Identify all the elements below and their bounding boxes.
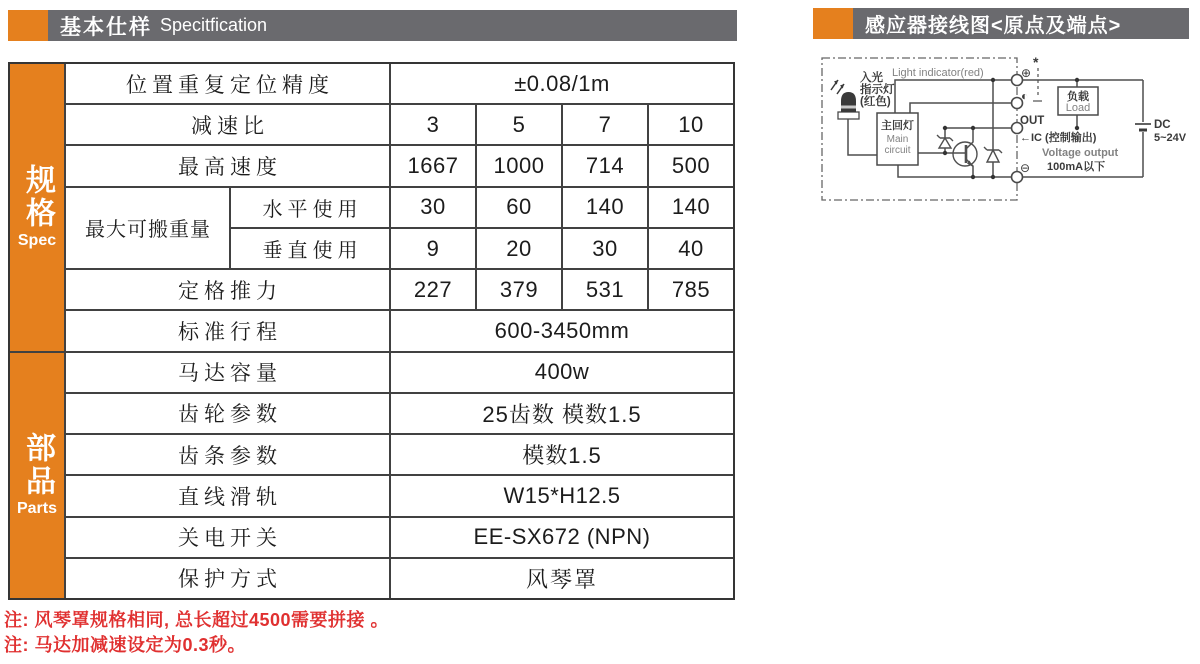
dc-range-label: 5~24V — [1154, 132, 1187, 144]
row-label-linear-rail: 直线滑轨 — [66, 476, 389, 515]
row-label-rack-params: 齿条参数 — [66, 435, 389, 474]
led-label-line3: (红色) — [860, 96, 891, 108]
cell-speed-3: 714 — [563, 146, 647, 185]
main-circuit-label-en1: Main — [886, 134, 909, 145]
current-limit-label: 100mA以下 — [1047, 161, 1106, 173]
led-label-line1: 入光 — [860, 72, 883, 84]
cell-horizontal-4: 140 — [649, 188, 733, 227]
npn-transistor — [953, 142, 977, 167]
header-accent-block — [8, 10, 48, 41]
wiring-diagram-svg — [815, 50, 1200, 210]
voltage-output-label: Voltage output — [1042, 147, 1119, 159]
row-value-linear-rail: W15*H12.5 — [391, 476, 733, 515]
terminal-minus-symbol: ⊖ — [1020, 161, 1031, 175]
cell-vertical-4: 40 — [649, 229, 733, 268]
load-label-en: Load — [1065, 102, 1091, 114]
main-circuit-label-en2: circuit — [884, 145, 911, 156]
main-circuit-label-cn: 主回灯 — [881, 120, 914, 132]
sidebar-parts-label-cn: 部品 — [21, 432, 54, 499]
terminal-star-symbol: * — [1033, 54, 1039, 70]
cell-speed-4: 500 — [649, 146, 733, 185]
light-indicator-label: Light indicator(red) — [892, 67, 984, 79]
row-value-precision: ±0.08/1m — [391, 64, 733, 103]
row-label-protection: 保护方式 — [66, 559, 389, 598]
row-label-standard-stroke: 标准行程 — [66, 311, 389, 350]
row-label-max-payload: 最大可搬重量 — [66, 188, 229, 268]
row-label-max-speed: 最高速度 — [66, 146, 389, 185]
right-section-header — [813, 8, 1189, 39]
terminal-plus-symbol: ⊕ — [1021, 66, 1032, 80]
row-label-horizontal-use: 水平使用 — [231, 188, 389, 227]
cell-thrust-1: 227 — [391, 270, 475, 309]
terminal-light-symbol: ◐ — [1021, 89, 1029, 103]
sidebar-parts — [10, 353, 64, 598]
cell-horizontal-1: 30 — [391, 188, 475, 227]
row-value-motor-capacity: 400w — [391, 353, 733, 392]
cell-ratio-3: 7 — [563, 105, 647, 144]
cell-vertical-2: 20 — [477, 229, 561, 268]
cell-vertical-3: 30 — [563, 229, 647, 268]
sensor-wiring-diagram — [815, 50, 1200, 210]
row-value-protection: 风琴罩 — [391, 559, 733, 598]
cell-speed-2: 1000 — [477, 146, 561, 185]
cell-thrust-4: 785 — [649, 270, 733, 309]
header-accent-block — [813, 8, 853, 39]
right-header-bar — [853, 8, 1189, 39]
incident-light-arrows — [831, 80, 844, 94]
spec-table — [8, 62, 735, 600]
dc-battery-icon — [1135, 124, 1151, 130]
left-header-title-cn: 基本仕样 — [60, 15, 152, 39]
ic-control-output-label: ←IC (控制输出) — [1020, 132, 1097, 144]
sidebar-spec-label-cn: 规格 — [21, 164, 54, 231]
cell-horizontal-2: 60 — [477, 188, 561, 227]
row-label-vertical-use: 垂直使用 — [231, 229, 389, 268]
row-label-motor-capacity: 马达容量 — [66, 353, 389, 392]
cell-thrust-2: 379 — [477, 270, 561, 309]
row-value-rack-params: 模数1.5 — [391, 435, 733, 474]
row-label-reduction-ratio: 减速比 — [66, 105, 389, 144]
sidebar-parts-label-en: Parts — [16, 500, 58, 518]
row-value-photo-switch: EE-SX672 (NPN) — [391, 518, 733, 557]
row-value-standard-stroke: 600-3450mm — [391, 311, 733, 350]
cell-horizontal-3: 140 — [563, 188, 647, 227]
zener-diode-1 — [937, 135, 953, 148]
led-label-line2: 指示灯 — [860, 84, 895, 96]
dc-label: DC — [1154, 119, 1171, 131]
row-label-gear-params: 齿轮参数 — [66, 394, 389, 433]
footnote-bellows: 注: 风琴罩规格相同, 总长超过4500需要拼接 。 — [4, 610, 390, 630]
row-label-photo-switch: 关电开关 — [66, 518, 389, 557]
row-label-precision: 位置重复定位精度 — [66, 64, 389, 103]
left-header-title-en: Specitfication — [160, 15, 268, 35]
left-section-header — [8, 10, 737, 41]
right-header-title: 感应器接线图<原点及端点> — [865, 15, 1122, 37]
row-label-rated-thrust: 定格推力 — [66, 270, 389, 309]
sidebar-spec — [10, 64, 64, 351]
row-value-gear-params: 25齿数 模数1.5 — [391, 394, 733, 433]
terminal-out-label: OUT — [1020, 115, 1045, 127]
load-label-cn: 负载 — [1067, 91, 1089, 103]
cell-speed-1: 1667 — [391, 146, 475, 185]
left-header-bar — [48, 10, 737, 41]
cell-thrust-3: 531 — [563, 270, 647, 309]
cell-ratio-1: 3 — [391, 105, 475, 144]
footnote-motor-accel: 注: 马达加减速设定为0.3秒。 — [4, 635, 247, 655]
led-indicator-icon — [831, 80, 859, 119]
cell-ratio-2: 5 — [477, 105, 561, 144]
star-dashed-connector — [1033, 68, 1042, 101]
zener-diode-2 — [984, 147, 1002, 162]
cell-ratio-4: 10 — [649, 105, 733, 144]
sidebar-spec-label-en: Spec — [17, 232, 57, 250]
cell-vertical-1: 9 — [391, 229, 475, 268]
